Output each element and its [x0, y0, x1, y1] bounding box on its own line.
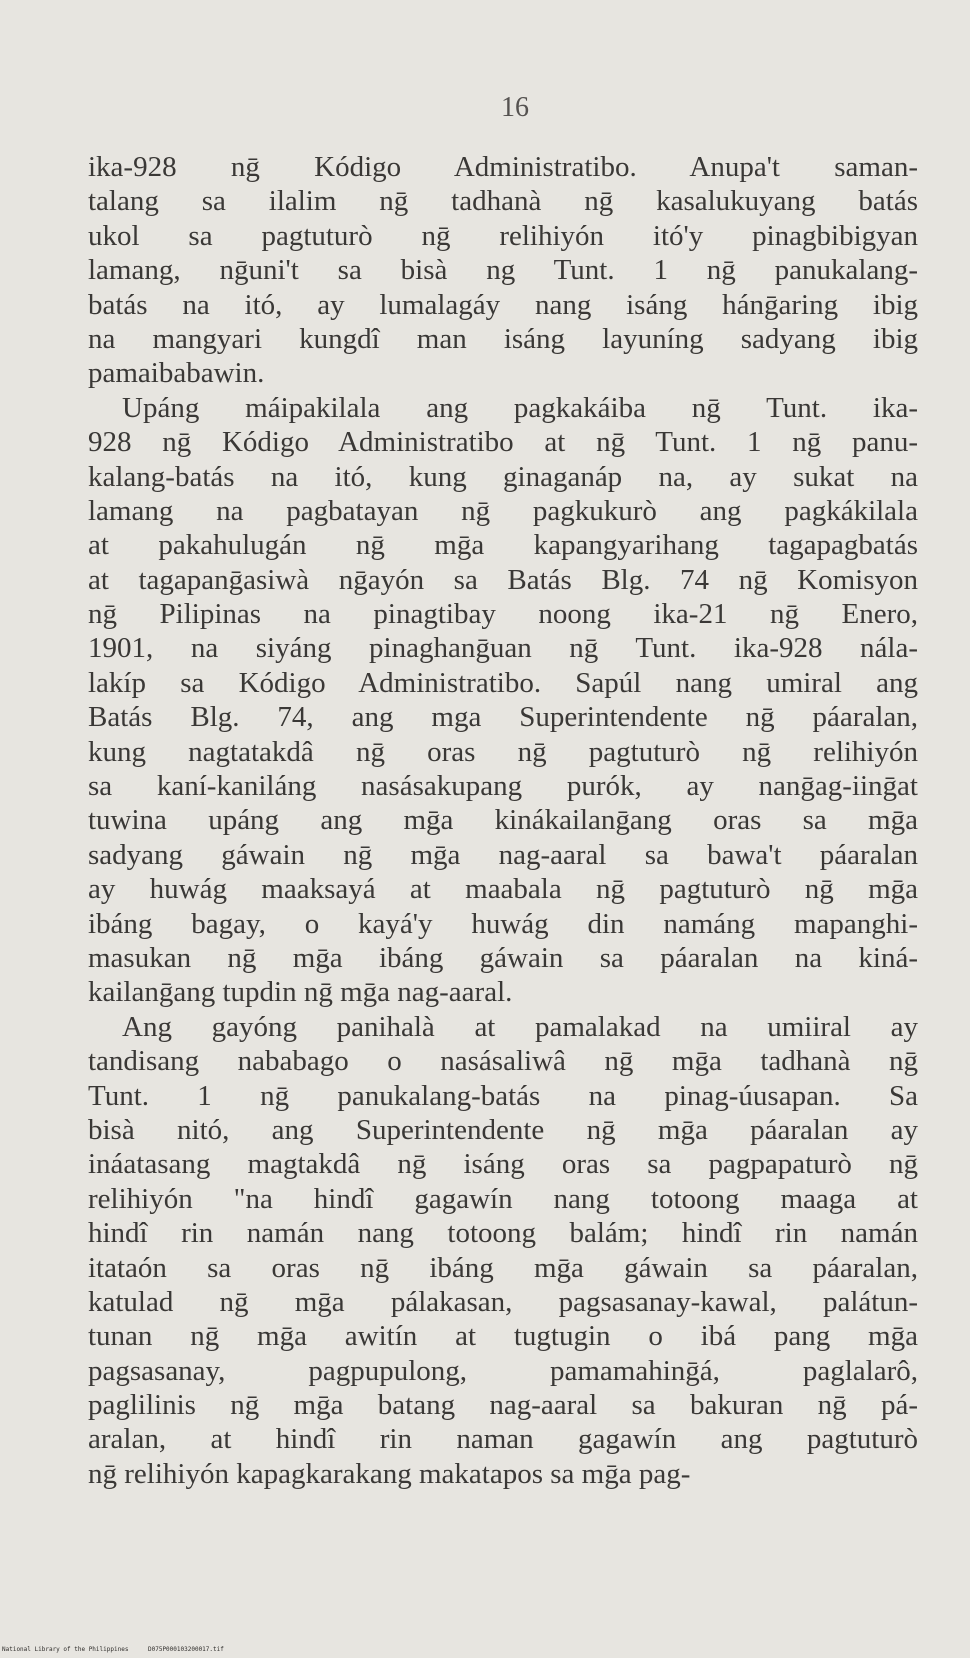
text-line: lamang na pagbatayan nḡ pagkukurò ang pagkákilala: [88, 494, 918, 527]
text-line: pamaibabawin.: [88, 357, 265, 390]
text-line: tuwina upáng ang mḡa kinákailanḡang oras sa mḡa: [88, 804, 918, 837]
library-credit: National Library of the Philippines: [2, 1646, 129, 1653]
text-line: pagsasanay, pagpupulong, pamamahinḡá, paglalarô,: [88, 1354, 918, 1387]
text-line: hindî rin namán nang totoong balám; hindî rin namán: [88, 1217, 918, 1250]
text-line: Tunt. 1 nḡ panukalang-batás na pinag-úusapan. Sa: [88, 1079, 918, 1112]
text-line: itataón sa oras nḡ ibáng mḡa gáwain sa páaralan,: [88, 1251, 918, 1284]
text-line: sadyang gáwain nḡ mḡa nag-aaral sa bawa't páaralan: [88, 838, 918, 871]
scan-footer: [0, 1641, 970, 1658]
text-line: aralan, at hindî rin naman gagawín ang pagtuturò: [88, 1423, 918, 1456]
text-line: kung nagtatakdâ nḡ oras nḡ pagtuturò nḡ relihiyón: [88, 735, 918, 768]
paragraph: [88, 1010, 918, 1491]
text-line: tandisang nababago o nasásaliwâ nḡ mḡa tadhanà nḡ: [88, 1045, 918, 1078]
paragraph: [88, 150, 918, 391]
document-text: [88, 150, 918, 1491]
text-line: lamang, nḡuni't sa bisà ng Tunt. 1 nḡ panukalang-: [88, 254, 918, 287]
text-line: masukan nḡ mḡa ibáng gáwain sa páaralan na kiná-: [88, 941, 918, 974]
text-line: sa kaní-kaniláng nasásakupang purók, ay nanḡag-iinḡat: [88, 770, 918, 803]
text-line: batás na itó, ay lumalagáy nang isáng hánḡaring ibig: [88, 288, 918, 321]
text-line: ukol sa pagtuturò nḡ relihiyón itó'y pinagbibigyan: [88, 219, 918, 252]
text-line: 1901, na siyáng pinaghanḡuan nḡ Tunt. ika-928 nála-: [88, 632, 918, 665]
text-line: Ang gayóng panihalà at pamalakad na umiiral ay: [122, 1010, 918, 1043]
text-line: Upáng máipakilala ang pagkakáiba nḡ Tunt. ika-: [122, 391, 918, 424]
text-line: lakíp sa Kódigo Administratibo. Sapúl nang umiral ang: [88, 666, 918, 699]
text-line: at tagapanḡasiwà nḡayón sa Batás Blg. 74 nḡ Komisyon: [88, 563, 918, 596]
text-line: nḡ Pilipinas na pinagtibay noong ika-21 nḡ Enero,: [88, 598, 918, 631]
text-line: ibáng bagay, o kayá'y huwág din namáng mapanghi-: [88, 907, 918, 940]
text-line: kailanḡang tupdin nḡ mḡa nag-aaral.: [88, 976, 513, 1009]
page-number: 16: [501, 92, 529, 123]
scan-filename: D075P000103200017.tif: [148, 1646, 224, 1653]
text-line: relihiyón "na hindî gagawín nang totoong maaga at: [88, 1182, 918, 1215]
text-line: talang sa ilalim nḡ tadhanà nḡ kasalukuyang batás: [88, 185, 918, 218]
text-line: ika-928 nḡ Kódigo Administratibo. Anupa't saman-: [88, 151, 918, 183]
paragraph: [88, 391, 918, 1010]
text-line: at pakahulugán nḡ mḡa kapangyarihang tagapagbatás: [88, 529, 918, 562]
text-line: Batás Blg. 74, ang mga Superintendente nḡ páaralan,: [88, 701, 918, 734]
text-line: kalang-batás na itó, kung ginaganáp na, ay sukat na: [88, 460, 918, 493]
text-line: na mangyari kungdî man isáng layuníng sadyang ibig: [88, 322, 918, 355]
text-line: katulad nḡ mḡa pálakasan, pagsasanay-kawal, palátun-: [88, 1285, 918, 1318]
text-line: bisà nitó, ang Superintendente nḡ mḡa páaralan ay: [88, 1113, 918, 1146]
text-line: paglilinis nḡ mḡa batang nag-aaral sa bakuran nḡ pá-: [88, 1389, 918, 1422]
text-line: 928 nḡ Kódigo Administratibo at nḡ Tunt. 1 nḡ panu-: [88, 426, 918, 459]
text-line: ináatasang magtakdâ nḡ isáng oras sa pagpapaturò nḡ: [88, 1148, 918, 1181]
text-line: tunan nḡ mḡa awitín at tugtugin o ibá pang mḡa: [88, 1320, 918, 1353]
text-line: nḡ relihiyón kapagkarakang makatapos sa mḡa pag-: [88, 1457, 691, 1490]
text-line: ay huwág maaksayá at maabala nḡ pagtuturò nḡ mḡa: [88, 873, 918, 906]
